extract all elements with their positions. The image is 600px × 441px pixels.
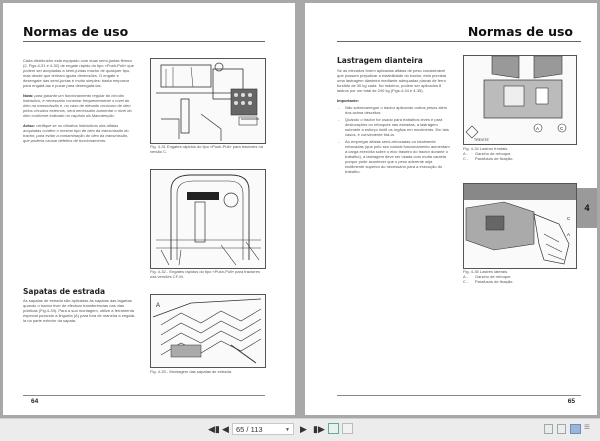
legend-item: A - Gancho de reboque. bbox=[463, 274, 512, 279]
page-header-title: Normas de uso bbox=[467, 24, 573, 39]
page-number-left: 64 bbox=[31, 398, 39, 405]
lastragem-intro: Se as elevados forem aplicadas alfaias de peso considerável que possam prejudicar a estabilidade do tractor, está prevista uma lastragem dianteira mediante adequadas placas de ferro fundido de 30 kg cada. No máximo, podem ser aplicados 8 lastros por um total de 240 kg (Figs.4-34 e 4-35). bbox=[337, 68, 446, 93]
fit-width-view-icon[interactable]: ≡ bbox=[584, 422, 590, 433]
next-page-button[interactable]: ▶ bbox=[300, 424, 307, 434]
importante-label: Importante: bbox=[337, 98, 359, 103]
svg-text:C: C bbox=[567, 216, 571, 221]
figure-4-33-image bbox=[150, 294, 266, 368]
svg-text:TREVITE: TREVITE bbox=[474, 138, 489, 142]
aviso-paragraph bbox=[23, 123, 135, 143]
lastragem-text-block bbox=[337, 68, 451, 176]
page-number-value: 65 / 113 bbox=[236, 425, 263, 434]
add-bookmark-icon[interactable] bbox=[328, 423, 339, 434]
list-item: - Não sobrecarregue o tractor aplicando outros pesos além dos acima descritos. bbox=[345, 105, 451, 115]
figure-4-33-caption: Fig. 4-33 - Montagem das sapatas de estrada. bbox=[150, 369, 233, 374]
first-page-button[interactable]: ◀▮ bbox=[208, 424, 220, 434]
svg-text:A: A bbox=[156, 303, 161, 309]
last-page-button[interactable]: ▮▶ bbox=[313, 424, 325, 434]
nota-text: para garantir um funcionamento regular do circuito hidráulico, é necessário controlar frequentemente o nível do óleo na transmissão e, no caso de elevado consumo de óleo pelos circuitos externos, será necessário aumentar o nível do óleo conforme indicado no capítulo da Manutenção. bbox=[23, 93, 132, 118]
viewer-toolbar bbox=[0, 418, 600, 441]
tractor-cab-illustration bbox=[151, 170, 265, 268]
figure-4-32-caption: Fig. 4-32 - Engates rápidos do tipo «Push-Pull» para tractores nas versões CF-M. bbox=[150, 269, 260, 279]
figure-4-34-caption: Fig. 4-34 Lastros frontais. bbox=[463, 146, 509, 151]
chevron-down-icon: ▼ bbox=[285, 427, 290, 433]
figure-4-31-caption: Fig. 4-31 Engates rápidos do tipo «Push-Pull» para tractores na versão C. bbox=[150, 144, 263, 154]
svg-text:A: A bbox=[536, 126, 540, 131]
front-weights-illustration bbox=[464, 56, 576, 144]
figure-4-34-caption-block bbox=[463, 146, 575, 161]
legend-item: C - Parafusos de fixação. bbox=[463, 156, 514, 161]
legend-item: C - Parafusos de fixação. bbox=[463, 279, 514, 284]
header-rule bbox=[23, 41, 265, 42]
importante-list bbox=[337, 105, 451, 174]
figure-4-35-caption-block bbox=[463, 269, 575, 284]
tractor-controls-illustration bbox=[151, 59, 265, 143]
page-header-title: Normas de uso bbox=[23, 24, 129, 39]
chapter-tab: 4 bbox=[577, 188, 597, 228]
figure-4-32-image bbox=[150, 169, 266, 269]
figure-4-35-image bbox=[463, 183, 577, 269]
section-title-lastragem: Lastragem dianteira bbox=[337, 56, 423, 65]
list-item: - Ao empregar alfaias semi-rebocadas ou totalmente rebocadas (que pelo seu natural funcionamento aumentam a carga exercida sobre o eixo traseiro do tractor durante o trabalho), a lastragem deve ser usada com muita cautela porque pode acontecer que o peso aderente seja inutilmente superior ao necessário para a execução do trabalho. bbox=[345, 139, 451, 174]
header-rule bbox=[337, 41, 581, 42]
footer-rule bbox=[337, 395, 581, 396]
two-page-view-icon[interactable] bbox=[570, 424, 581, 434]
legend-item: A - Gancho de reboque. bbox=[463, 151, 512, 156]
footer-rule bbox=[23, 395, 265, 396]
single-page-view-icon[interactable] bbox=[544, 424, 553, 434]
svg-text:C: C bbox=[560, 126, 564, 131]
figure-4-35-caption: Fig. 4-35 Lastres laterais. bbox=[463, 269, 509, 274]
right-page bbox=[305, 3, 597, 415]
page-number-select[interactable] bbox=[232, 423, 294, 435]
previous-page-button[interactable]: ◀ bbox=[222, 424, 229, 434]
svg-text:A: A bbox=[567, 232, 571, 237]
section-title-sapatas: Sapatas de estrada bbox=[23, 287, 106, 296]
intro-paragraph: Cada distribuidor está equipado com duas semi-juntas fêmea (2, Figs.4-31 e 4-32) de engate rápido do tipo «Push-Pull» que podem ser acopladas a semi-juntas macho de qualquer tipo, mas desde que tenham iguais dimensões. O engate e desengate das semi-juntas é muito simples: basta empurrar para engatá-las e puxar para desengatá-las. bbox=[23, 58, 134, 88]
page-number-right: 65 bbox=[567, 398, 575, 405]
list-item: - Quando o tractor for usado para trabalhos leves e para deslocações ou reboques nas estradas, a lastragem submete a esforço inútil os órgãos em movimento. Em tais casos, é conveniente tirá-la. bbox=[345, 117, 451, 137]
aviso-label: Aviso: bbox=[23, 123, 36, 128]
side-weights-illustration bbox=[464, 184, 576, 268]
continuous-view-icon[interactable] bbox=[557, 424, 566, 434]
copy-page-icon[interactable] bbox=[342, 423, 353, 434]
left-page bbox=[3, 3, 295, 415]
aviso-text: verifique se os cilindros hidráulicos das alfaias acopladas contêm o mesmo tipo de óleo da transmissão do tractor, para evitar a contaminação do óleo da transmissão, que poderia causar defeitos de funcionamento. bbox=[23, 123, 129, 143]
figure-4-31-image bbox=[150, 58, 266, 144]
sapatas-text: As sapatas de estrada são aplicadas às sapatas das lagartas quando o tractor tiver de efectuar transferências nas vias públicas (Fig.4-33). Para a sua montagem, utilize a ferramenta especial puxando a lingueta (A) para fora de maneira a engatá-la na parte exterior da sapata. bbox=[23, 298, 136, 323]
nota-label: Nota: bbox=[23, 93, 34, 98]
track-shoes-illustration bbox=[151, 295, 265, 367]
nota-paragraph bbox=[23, 93, 135, 118]
figure-4-34-image bbox=[463, 55, 577, 145]
intro-text-block bbox=[23, 58, 135, 148]
